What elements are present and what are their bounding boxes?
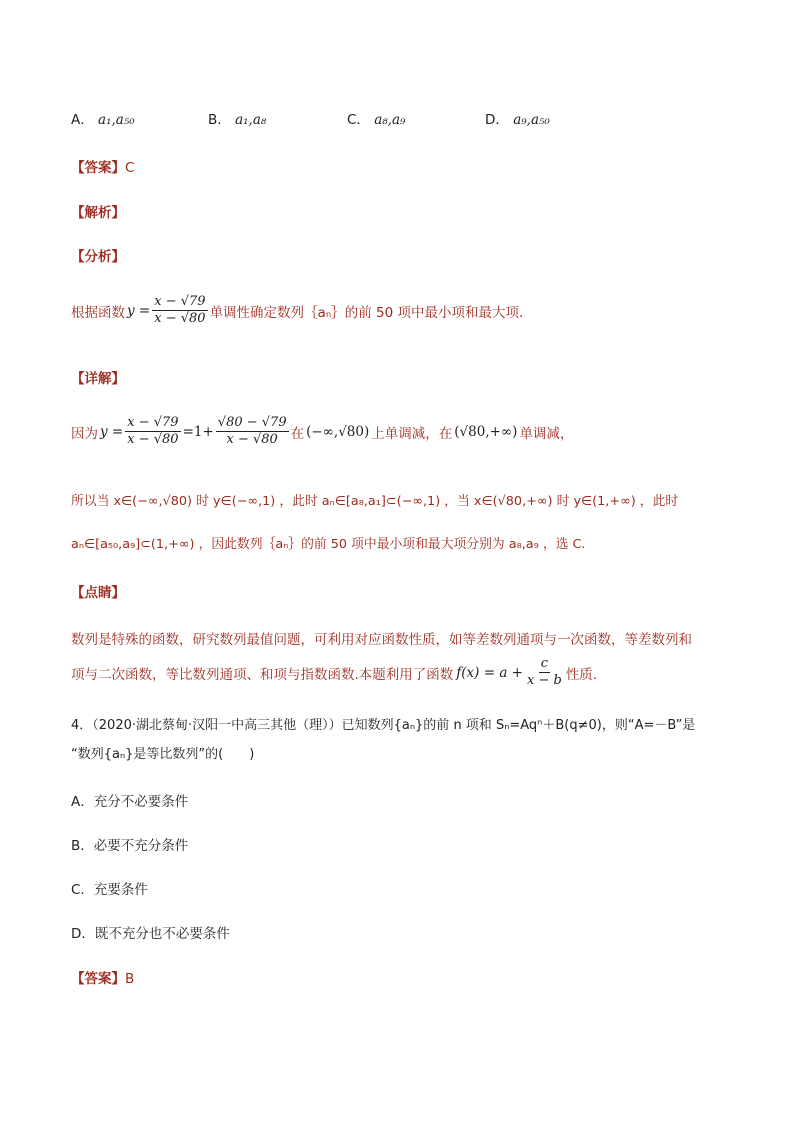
- answer-value: C: [125, 160, 135, 176]
- detail-line-1: [71, 415, 573, 448]
- detail-line1-lhs: y =: [100, 423, 124, 440]
- detail-line-2: 所以当 x∈(−∞,√80) 时 y∈(−∞,1) ，此时 aₙ∈[a₈,a₁]⊂(−∞,1) ，当 x∈(√80,+∞) 时 y∈(1,+∞) ，此时: [71, 494, 679, 509]
- note-line-2: [71, 656, 597, 689]
- detail-line1-interval-a: (−∞,√80): [306, 423, 370, 440]
- detail-fraction-1: [125, 415, 180, 448]
- choice-b-letter: B．: [208, 112, 231, 128]
- q4-stem-line-2: “数列{aₙ}是等比数列”的( ): [71, 747, 255, 762]
- detail-fraction-1-denominator: x − √80: [127, 432, 179, 447]
- q4-option-d: D．既不充分也不必要条件: [71, 926, 230, 942]
- note-line2-end: 性质.: [565, 666, 598, 683]
- q4-answer-label: 【答案】: [71, 971, 125, 987]
- detail-line1-prefix: 因为: [71, 425, 98, 442]
- detail-line-3: aₙ∈[a₅₀,a₉]⊂(1,+∞) ，因此数列｛aₙ｝的前 50 项中最小项和最大项分别为 a₈,a₉ ，选 C.: [71, 537, 586, 552]
- q3-answer: [71, 156, 134, 176]
- note-line2-func: f(x) = a +: [456, 664, 523, 681]
- choice-b-expr: a₁,a₈: [235, 112, 267, 128]
- analysis-prefix: 根据函数: [71, 304, 125, 321]
- detail-line1-mid: =1+: [182, 423, 214, 440]
- note-line-1: 数列是特殊的函数，研究数列最值问题，可利用对应函数性质，如等差数列通项与一次函数，等差数列和: [71, 632, 692, 648]
- explanation-heading: 【解析】: [71, 205, 125, 221]
- q4-option-b: B．必要不充分条件: [71, 838, 189, 854]
- detail-line1-interval-b: (√80,+∞): [454, 423, 518, 440]
- choice-a-letter: A．: [71, 112, 94, 128]
- q4-stem-line-1: 4．（2020·湖北蔡甸·汉阳一中高三其他（理））已知数列{aₙ}的前 n 项和 Sₙ=Aqⁿ＋B(q≠0)，则“A=－B”是: [71, 718, 696, 733]
- choice-c-expr: a₈,a₉: [374, 112, 406, 128]
- analysis-fraction-numerator: x − √79: [154, 294, 206, 309]
- detail-fraction-1-numerator: x − √79: [127, 415, 179, 430]
- detail-fraction-2: [216, 415, 289, 448]
- note-heading: 【点睛】: [71, 585, 125, 601]
- detail-line1-text-c: 单调减，: [519, 425, 574, 442]
- detail-fraction-2-denominator: x − √80: [226, 432, 278, 447]
- q4-option-a: A．充分不必要条件: [71, 794, 189, 810]
- analysis-heading: 【分析】: [71, 249, 125, 265]
- note-fraction-denominator: x − b: [527, 673, 562, 688]
- q4-answer: [71, 967, 134, 987]
- answer-label: 【答案】: [71, 160, 125, 176]
- choice-b: [208, 108, 266, 128]
- note-fraction: [525, 656, 564, 689]
- detail-heading: 【详解】: [71, 371, 125, 387]
- choice-a-expr: a₁,a₅₀: [98, 112, 135, 128]
- choice-a: [71, 108, 135, 128]
- analysis-suffix: 单调性确定数列｛aₙ｝的前 50 项中最小项和最大项.: [209, 304, 524, 321]
- analysis-line: [71, 294, 523, 327]
- note-fraction-numerator: c: [540, 656, 549, 671]
- q4-option-c: C．充要条件: [71, 882, 148, 898]
- detail-line1-text-a: 在: [290, 425, 305, 442]
- note-line2-text: 项与二次函数，等比数列通项、和项与指数函数.本题利用了函数: [71, 666, 454, 683]
- choice-d-expr: a₉,a₅₀: [513, 112, 550, 128]
- analysis-fraction-denominator: x − √80: [154, 311, 206, 326]
- q4-answer-value: B: [125, 971, 135, 987]
- choice-d-letter: D．: [485, 112, 509, 128]
- choice-c: [347, 108, 405, 128]
- detail-fraction-2-numerator: √80 − √79: [217, 415, 287, 430]
- choice-d: [485, 108, 550, 128]
- choice-c-letter: C．: [347, 112, 370, 128]
- analysis-y-eq: y =: [127, 302, 151, 319]
- detail-line1-text-b: 上单调减，在: [371, 425, 453, 442]
- analysis-fraction: [152, 294, 207, 327]
